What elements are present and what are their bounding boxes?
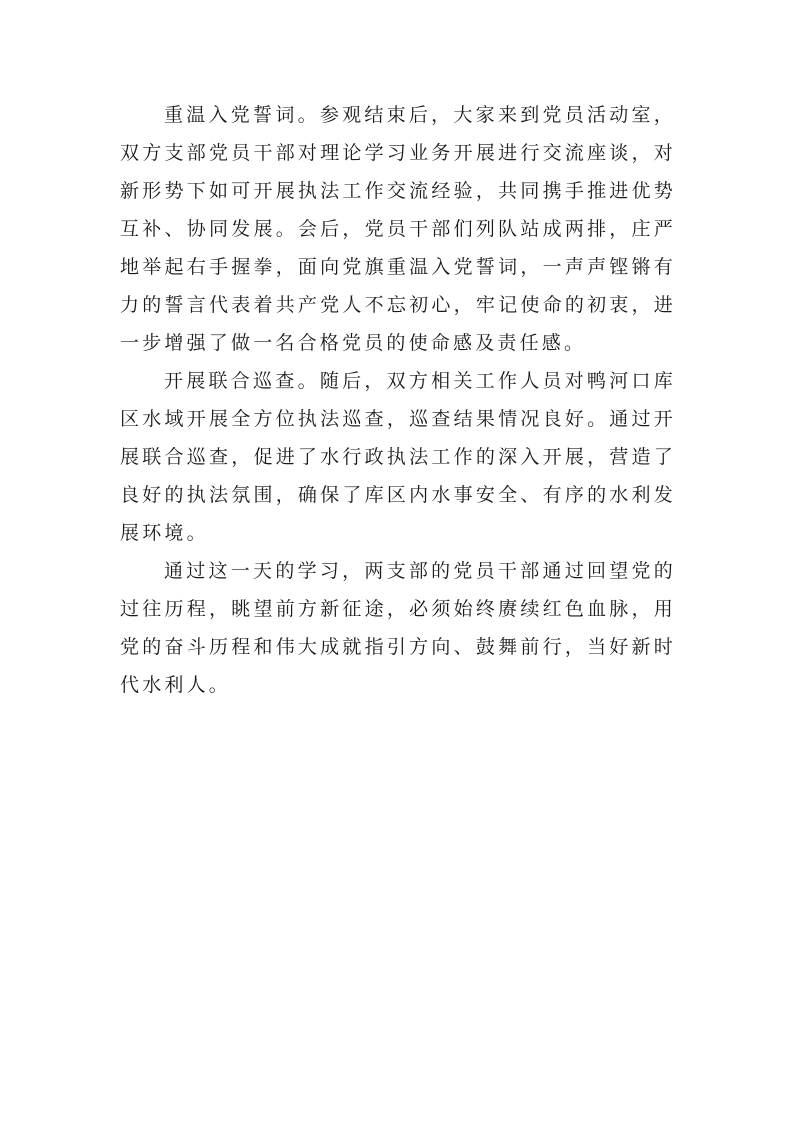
document-body <box>120 96 676 704</box>
paragraph-oath: 重温入党誓词。参观结束后，大家来到党员活动室，双方支部党员干部对理论学习业务开展进行交流座谈，对新形势下如可开展执法工作交流经验，共同携手推进优势互补、协同发展。会后，党员干部们列队站成两排，庄严地举起右手握拳，面向党旗重温入党誓词，一声声铿锵有力的誓言代表着共产党人不忘初心，牢记使命的初衷，进一步增强了做一名合格党员的使命感及责任感。 <box>120 104 676 354</box>
paragraph-conclusion: 通过这一天的学习，两支部的党员干部通过回望党的过往历程，眺望前方新征途，必须始终赓续红色血脉，用党的奋斗历程和伟大成就指引方向、鼓舞前行，当好新时代水利人。 <box>120 560 676 696</box>
paragraph-patrol: 开展联合巡查。随后，双方相关工作人员对鸭河口库区水域开展全方位执法巡查，巡查结果情况良好。通过开展联合巡查，促进了水行政执法工作的深入开展，营造了良好的执法氛围，确保了库区内水事安全、有序的水利发展环境。 <box>120 370 676 544</box>
